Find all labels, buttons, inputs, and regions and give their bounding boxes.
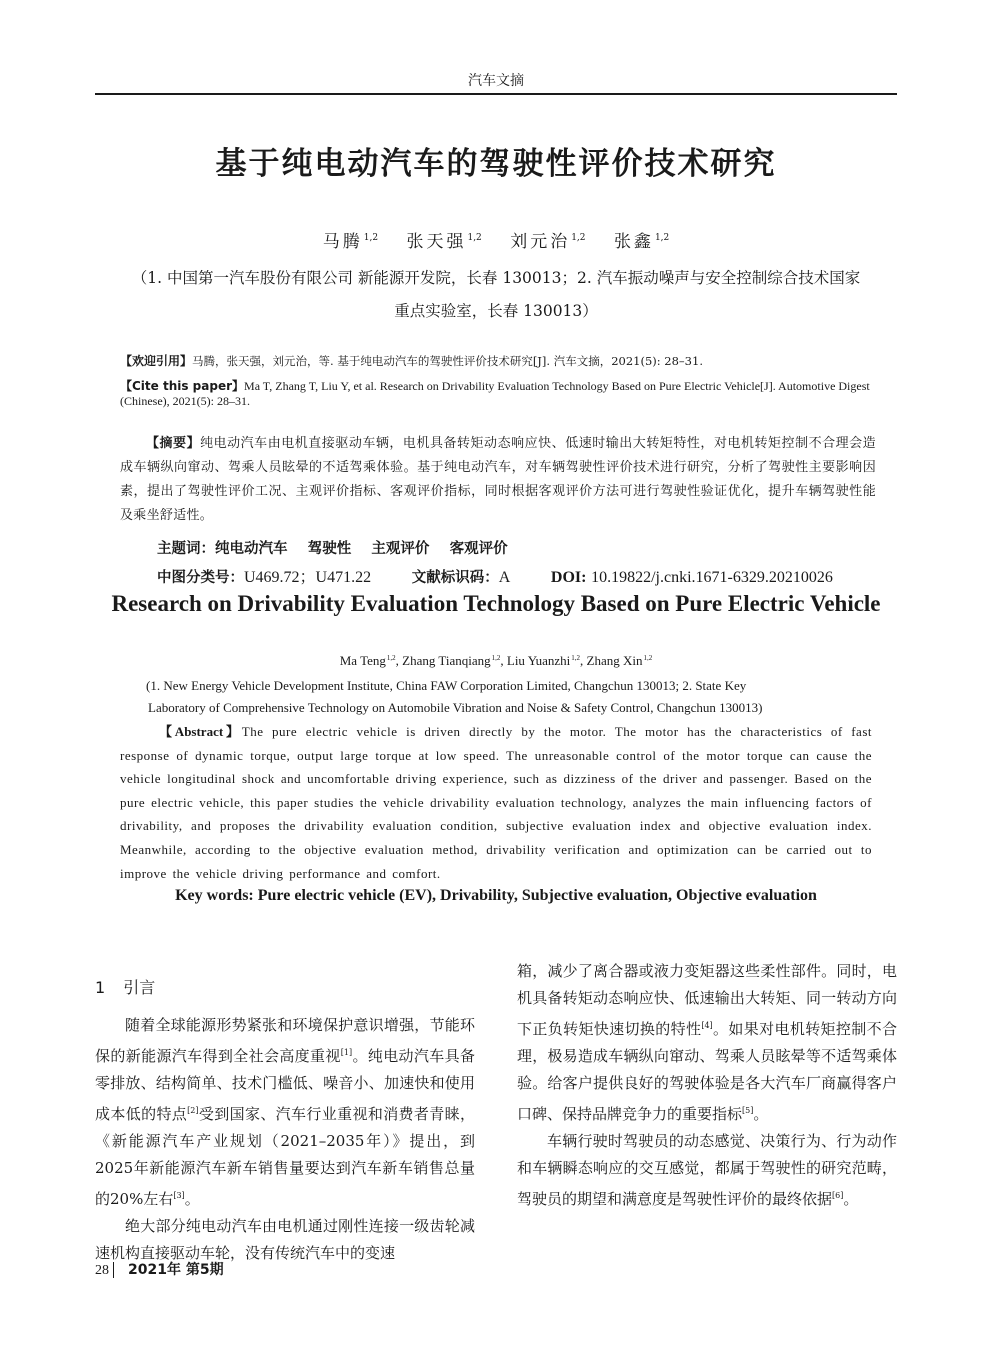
citation-cn: [120, 354, 876, 369]
text-run: 车辆行驶时驾驶员的动态感觉、决策行为、行为动作和车辆瞬态响应的交互感觉，都属于驾驶性的研究范畴，驾驶员的期望和满意度是驾驶性评价的最终依据: [517, 1132, 897, 1208]
doi-label: DOI:: [550, 569, 587, 586]
en-author: Liu Yuanzhi$^{1,2}$,: [506, 653, 587, 668]
cn-author: [406, 232, 481, 252]
cn-affiliation-line2: 重点实验室，长春 130013）: [394, 302, 598, 320]
paragraph: [95, 1012, 475, 1213]
cn-author-sup: 1,2: [363, 233, 379, 244]
reference-mark[interactable]: [4]: [701, 1021, 713, 1030]
cn-author-sup: 1,2: [654, 233, 670, 244]
cn-affiliation-line1: （1. 中国第一汽车股份有限公司 新能源开发院，长春 130013；2. 汽车振动噪声与安全控制综合技术国家: [131, 269, 861, 287]
text-run: 随着全球能源形势紧张和环境保护意识增强，节能环保的新能源汽车得到全社会高度重视: [95, 1016, 475, 1065]
cn-authors: [95, 227, 897, 252]
en-authors: [95, 653, 897, 669]
en-keywords-label: Key words:: [175, 887, 254, 904]
cn-author-name: 马腾: [322, 232, 363, 252]
en-author: [587, 653, 653, 668]
en-author-name: Zhang Tianqiang: [402, 653, 491, 668]
cn-author: [323, 232, 378, 252]
section-title: 引言: [123, 978, 156, 997]
en-author-name: Liu Yuanzhi: [506, 653, 571, 668]
clc-label: 中图分类号：: [157, 570, 244, 586]
cn-title: 基于纯电动汽车的驾驶性评价技术研究: [215, 146, 777, 182]
citation-cn-label: 【欢迎引用】: [120, 354, 193, 368]
en-author-name: Zhang Xin: [586, 653, 643, 668]
doc-code-value: A: [498, 569, 511, 586]
page-footer: [95, 1259, 224, 1279]
text-run: 。如果对电机转矩控制不合理，极易造成车辆纵向窜动、驾乘人员眩晕等不适驾乘体验。给客户提供良好的驾驶体验是各大汽车厂商赢得客户口碑、保持品牌竞争力的重要指标: [517, 1020, 897, 1123]
citation-en-text: Ma T, Zhang T, Liu Y, et al. Research on Drivability Evaluation Technology Based on Pure Electric Vehicle[J]. Automotive Digest (Chinese), 2021(5): 28–31.: [120, 379, 870, 408]
footer-divider: [113, 1262, 114, 1278]
en-author-sup: 1,2: [491, 653, 501, 662]
text-run: 。纯电动汽车具备零排放、结构简单、技术门槛低、噪音小、加速快和使用成本低的特点: [95, 1047, 475, 1123]
header-rule: [95, 93, 897, 95]
cn-author-sup: 1,2: [571, 233, 586, 244]
doi-value: 10.19822/j.cnki.1671-6329.20210026: [591, 569, 833, 586]
en-abstract-text: The pure electric vehicle is driven directly by the motor. The motor has the characteristics of fast response of dynamic torque, output large torque at low speed. The unreasonable control of the motor torque can cause the vehicle longitudinal shock and uncomfortable driving experience, such as dizziness of the driver and passenger. Based on the pure electric vehicle, this paper studies the vehicle drivability evaluation technology, analyzes the main influencing factors of drivability, and proposes the drivability evaluation condition, subjective evaluation index and objective evaluation index. Meanwhile, according to the objective evaluation method, drivability verification and optimization can be carried out to improve the vehicle driving performance and comfort.: [120, 724, 872, 881]
paragraph-continued: [517, 958, 897, 1128]
citation-cn-text: 马腾，张天强，刘元治，等. 基于纯电动汽车的驾驶性评价技术研究[J]. 汽车文摘，2021(5): 28–31.: [192, 354, 703, 368]
paragraph: [517, 1128, 897, 1213]
en-author-sup: 1,2: [386, 653, 396, 662]
reference-mark[interactable]: [3]: [173, 1191, 185, 1200]
cn-keywords-text: 纯电动汽车 驾驶性 主观评价 客观评价: [215, 541, 508, 557]
en-abstract-label: 【Abstract】: [159, 724, 242, 739]
en-author: Zhang Tianqiang$^{1,2}$,: [402, 653, 507, 668]
en-abstract: [120, 720, 872, 885]
text-run: 。: [843, 1190, 859, 1208]
section-number: 1: [95, 978, 106, 997]
reference-mark[interactable]: [6]: [832, 1191, 844, 1200]
body-column-right: [517, 958, 897, 1213]
cn-keywords: [157, 537, 508, 558]
page-number: 28: [95, 1263, 109, 1278]
cn-author-name: 刘元治: [510, 232, 571, 252]
en-affiliation-line1: (1. New Energy Vehicle Development Institute, China FAW Corporation Limited, Changchun 130013; 2. State Key: [146, 678, 747, 693]
reference-mark[interactable]: [2]: [187, 1106, 199, 1115]
en-affiliation: [120, 675, 880, 719]
classification-line: [157, 564, 877, 587]
citation-en: [120, 379, 876, 409]
cn-abstract: [120, 432, 876, 528]
text-run: 受到国家、汽车行业重视和消费者青睐，《新能源汽车产业规划（2021–2035年）》提出，到2025年新能源汽车新车销售量要达到汽车新车销售总量的20%左右: [95, 1105, 475, 1208]
issue-label: 2021年 第5期: [128, 1262, 224, 1278]
reference-mark[interactable]: [1]: [340, 1048, 353, 1057]
cn-author-sup: 1,2: [467, 233, 482, 244]
cn-author-name: 张天强: [406, 232, 467, 252]
doc-code-label: 文献标识码：: [411, 570, 499, 586]
en-title: Research on Drivability Evaluation Technology Based on Pure Electric Vehicle: [111, 591, 881, 616]
citation-en-label: 【Cite this paper】: [120, 379, 245, 393]
text-run: 箱，减少了离合器或液力变矩器这些柔性部件。同时，电机具备转矩动态响应快、低速输出大转矩、同一转动方向下正负转矩快速切换的特性: [517, 962, 897, 1038]
en-affiliation-line2: Laboratory of Comprehensive Technology on Automobile Vibration and Noise & Safety Control, Changchun 130013): [148, 700, 763, 715]
en-author-name: Ma Teng: [339, 653, 386, 668]
clc-value: U469.72；U471.22: [244, 569, 372, 586]
cn-keywords-label: 主题词：: [157, 541, 215, 557]
section-heading: [95, 974, 475, 1001]
en-author: Ma Teng$^{1,2}$,: [339, 653, 403, 668]
text-run: 。: [753, 1105, 769, 1123]
text-run: 。: [184, 1190, 200, 1208]
body-column-left: [95, 974, 475, 1267]
paragraph: 绝大部分纯电动汽车由电机通过刚性连接一级齿轮减速机构直接驱动车轮，没有传统汽车中的变速: [95, 1217, 475, 1262]
cn-author-name: 张鑫: [613, 232, 654, 252]
cn-affiliation: [95, 262, 897, 328]
en-keywords: [95, 887, 897, 905]
cn-author: [510, 232, 585, 252]
cn-abstract-label: 【摘要】: [146, 436, 201, 451]
reference-mark[interactable]: [5]: [742, 1106, 754, 1115]
en-keywords-text: Pure electric vehicle (EV), Drivability, Subjective evaluation, Objective evaluation: [257, 887, 817, 904]
cn-abstract-text: 纯电动汽车由电机直接驱动车辆，电机具备转矩动态响应快、低速时输出大转矩特性，对电机转矩控制不合理会造成车辆纵向窜动、驾乘人员眩晕的不适驾乘体验。基于纯电动汽车，对车辆驾驶性评价技术进行研究，分析了驾驶性主要影响因素，提出了驾驶性评价工况、主观评价指标、客观评价指标，同时根据客观评价方法可进行驾驶性验证优化，提升车辆驾驶性能及乘坐舒适性。: [120, 436, 876, 523]
cn-author: [614, 232, 669, 252]
en-author-sup: 1,2: [571, 653, 581, 662]
journal-header: 汽车文摘: [468, 73, 524, 89]
en-author-sup: 1,2: [643, 653, 653, 662]
